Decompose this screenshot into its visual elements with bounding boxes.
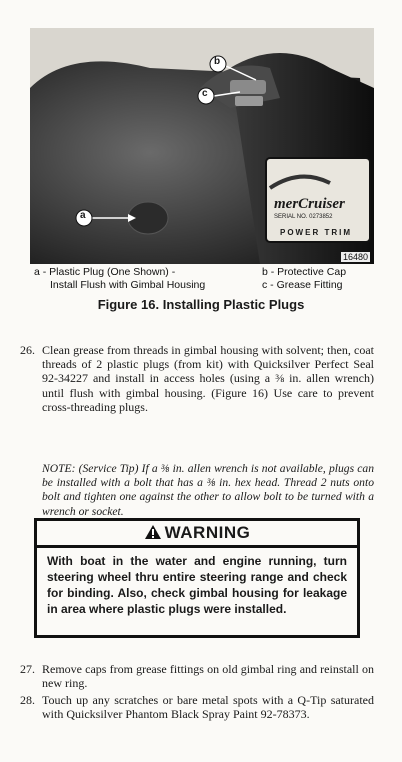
warning-heading-text: WARNING	[164, 523, 251, 542]
callout-a: a	[80, 210, 86, 221]
badge-serial: SERIAL NO. 0273852	[274, 214, 333, 220]
caption-a-line2: Install Flush with Gimbal Housing	[50, 279, 206, 291]
step-text: Touch up any scratches or bare metal spots with a Q-Tip saturated with Quicksilver Phantom Black Spray Paint 92-78373.	[42, 693, 374, 722]
caption-a-line1: a - Plastic Plug (One Shown) -	[34, 266, 176, 278]
callout-b: b	[214, 56, 221, 67]
figure-title: Figure 16. Installing Plastic Plugs	[97, 297, 305, 312]
warning-triangle-icon	[144, 524, 162, 540]
caption-b: b - Protective Cap	[262, 266, 347, 278]
warning-body: With boat in the water and engine running, turn steering wheel thru entire steering range and check for binding. Also, check gimbal housing for leakage in area where plastic plugs were installed.	[47, 554, 347, 616]
warning-heading	[37, 521, 357, 548]
step-number: 26.	[20, 343, 35, 357]
figure-photo	[30, 28, 374, 264]
step-text: Remove caps from grease fittings on old gimbal ring and reinstall on new ring.	[42, 662, 374, 691]
callout-c: c	[202, 88, 208, 99]
badge-line: POWER TRIM	[280, 228, 352, 237]
step-number: 27.	[20, 662, 35, 676]
step-text: Clean grease from threads in gimbal housing with solvent; then, coat threads of 2 plastic plugs (from kit) with Quicksilver Perfect Seal 92-34227 and install in access holes (using a ⅜ in. allen wrench) until flush with gimbal housing. (Figure 16) Use care to prevent cross-threading plugs.	[42, 343, 374, 414]
caption-c: c - Grease Fitting	[262, 279, 343, 291]
photo-number: 16480	[342, 252, 368, 262]
badge-brand: merCruiser	[274, 196, 345, 212]
service-tip-note: NOTE: (Service Tip) If a ⅜ in. allen wrench is not available, plugs can be installed with a bolt that has a ⅜ in. hex head. Thread 2 nuts onto bolt and tighten one against the other to allow bolt to be turned with a wrench or socket.	[42, 462, 374, 518]
warning-box	[34, 518, 360, 638]
step-number: 28.	[20, 693, 35, 707]
